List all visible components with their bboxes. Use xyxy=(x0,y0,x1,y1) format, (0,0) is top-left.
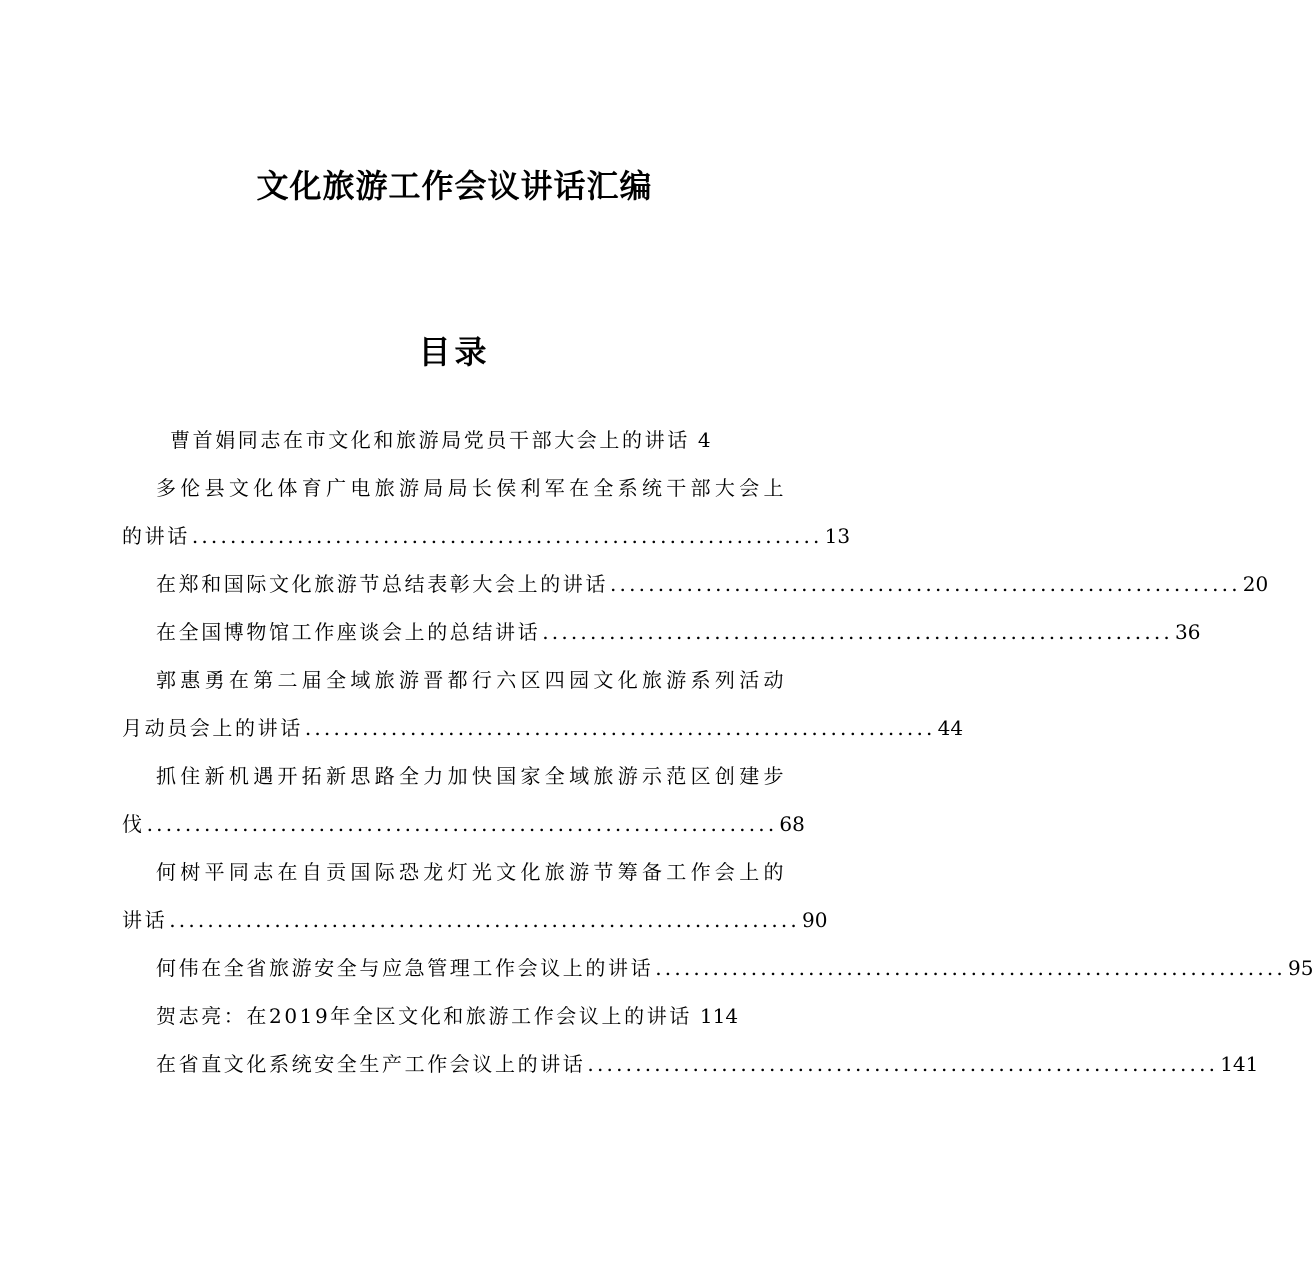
toc-entry-title: 在省直文化系统安全生产工作会议上的讲话 xyxy=(156,1052,586,1076)
toc-entry-title: 何伟在全省旅游安全与应急管理工作会议上的讲话 xyxy=(156,956,654,980)
toc-entry-continuation[interactable] xyxy=(122,800,805,848)
toc-entry-title: 月动员会上的讲话 xyxy=(122,716,303,740)
toc-entry-page: 44 xyxy=(937,716,964,740)
toc-entry-page: 141 xyxy=(1220,1052,1259,1076)
document-title: 文化旅游工作会议讲话汇编 xyxy=(256,167,653,205)
toc-entry[interactable] xyxy=(122,1040,1259,1088)
toc-entry[interactable] xyxy=(122,656,797,704)
toc-leader-dots: .................................................................. xyxy=(169,908,800,932)
table-of-contents xyxy=(122,416,1313,1088)
toc-entry-page: 90 xyxy=(802,908,828,932)
toc-heading: 目录 xyxy=(418,333,491,371)
toc-entry-title: 何树平同志在自贡国际恐龙灯光文化旅游节筹备工作会上的 xyxy=(156,860,788,884)
toc-entry-continuation[interactable] xyxy=(122,896,828,944)
toc-entry-page: 95 xyxy=(1288,956,1313,980)
toc-entry-page: 68 xyxy=(779,812,805,836)
toc-entry[interactable] xyxy=(122,416,797,464)
toc-entry-title: 伐 xyxy=(122,812,145,836)
toc-entry[interactable] xyxy=(122,992,797,1040)
toc-entry-title: 多伦县文化体育广电旅游局局长侯利军在全系统干部大会上 xyxy=(156,476,788,500)
toc-entry-title: 讲话 xyxy=(122,908,168,932)
toc-entry-page: 36 xyxy=(1175,620,1201,644)
toc-entry-title: 郭惠勇在第二届全域旅游晋都行六区四园文化旅游系列活动 xyxy=(156,668,788,692)
toc-entry[interactable] xyxy=(122,560,1269,608)
toc-entry-page: 13 xyxy=(824,524,851,548)
toc-leader-dots: .................................................................. xyxy=(655,956,1286,980)
toc-leader-dots: .................................................................. xyxy=(191,524,823,548)
toc-entry-continuation[interactable] xyxy=(122,512,851,560)
toc-entry-continuation[interactable] xyxy=(122,704,964,752)
toc-leader-dots: .................................................................. xyxy=(542,620,1173,644)
toc-entry-title: 贺志亮：在2019年全区文化和旅游工作会议上的讲话 xyxy=(156,1004,692,1028)
toc-entry[interactable] xyxy=(122,464,797,512)
toc-leader-dots: .................................................................. xyxy=(610,572,1241,596)
toc-entry-title: 在郑和国际文化旅游节总结表彰大会上的讲话 xyxy=(156,572,608,596)
toc-entry-title: 抓住新机遇开拓新思路全力加快国家全域旅游示范区创建步 xyxy=(156,764,788,788)
toc-entry[interactable] xyxy=(122,848,797,896)
toc-entry[interactable] xyxy=(122,608,1201,656)
toc-entry-page: 114 xyxy=(699,1004,739,1028)
toc-entry-page: 20 xyxy=(1242,572,1269,596)
toc-entry-title: 的讲话 xyxy=(122,524,190,548)
toc-leader-dots: .................................................................. xyxy=(146,812,778,836)
toc-entry-title: 曹首娟同志在市文化和旅游局党员干部大会上的讲话 xyxy=(170,428,690,452)
toc-entry-title: 在全国博物馆工作座谈会上的总结讲话 xyxy=(156,620,541,644)
toc-leader-dots: .................................................................. xyxy=(304,716,936,740)
toc-entry[interactable] xyxy=(122,944,1313,992)
toc-entry[interactable] xyxy=(122,752,797,800)
toc-leader-dots: .................................................................. xyxy=(587,1052,1219,1076)
toc-entry-page: 4 xyxy=(697,428,711,452)
